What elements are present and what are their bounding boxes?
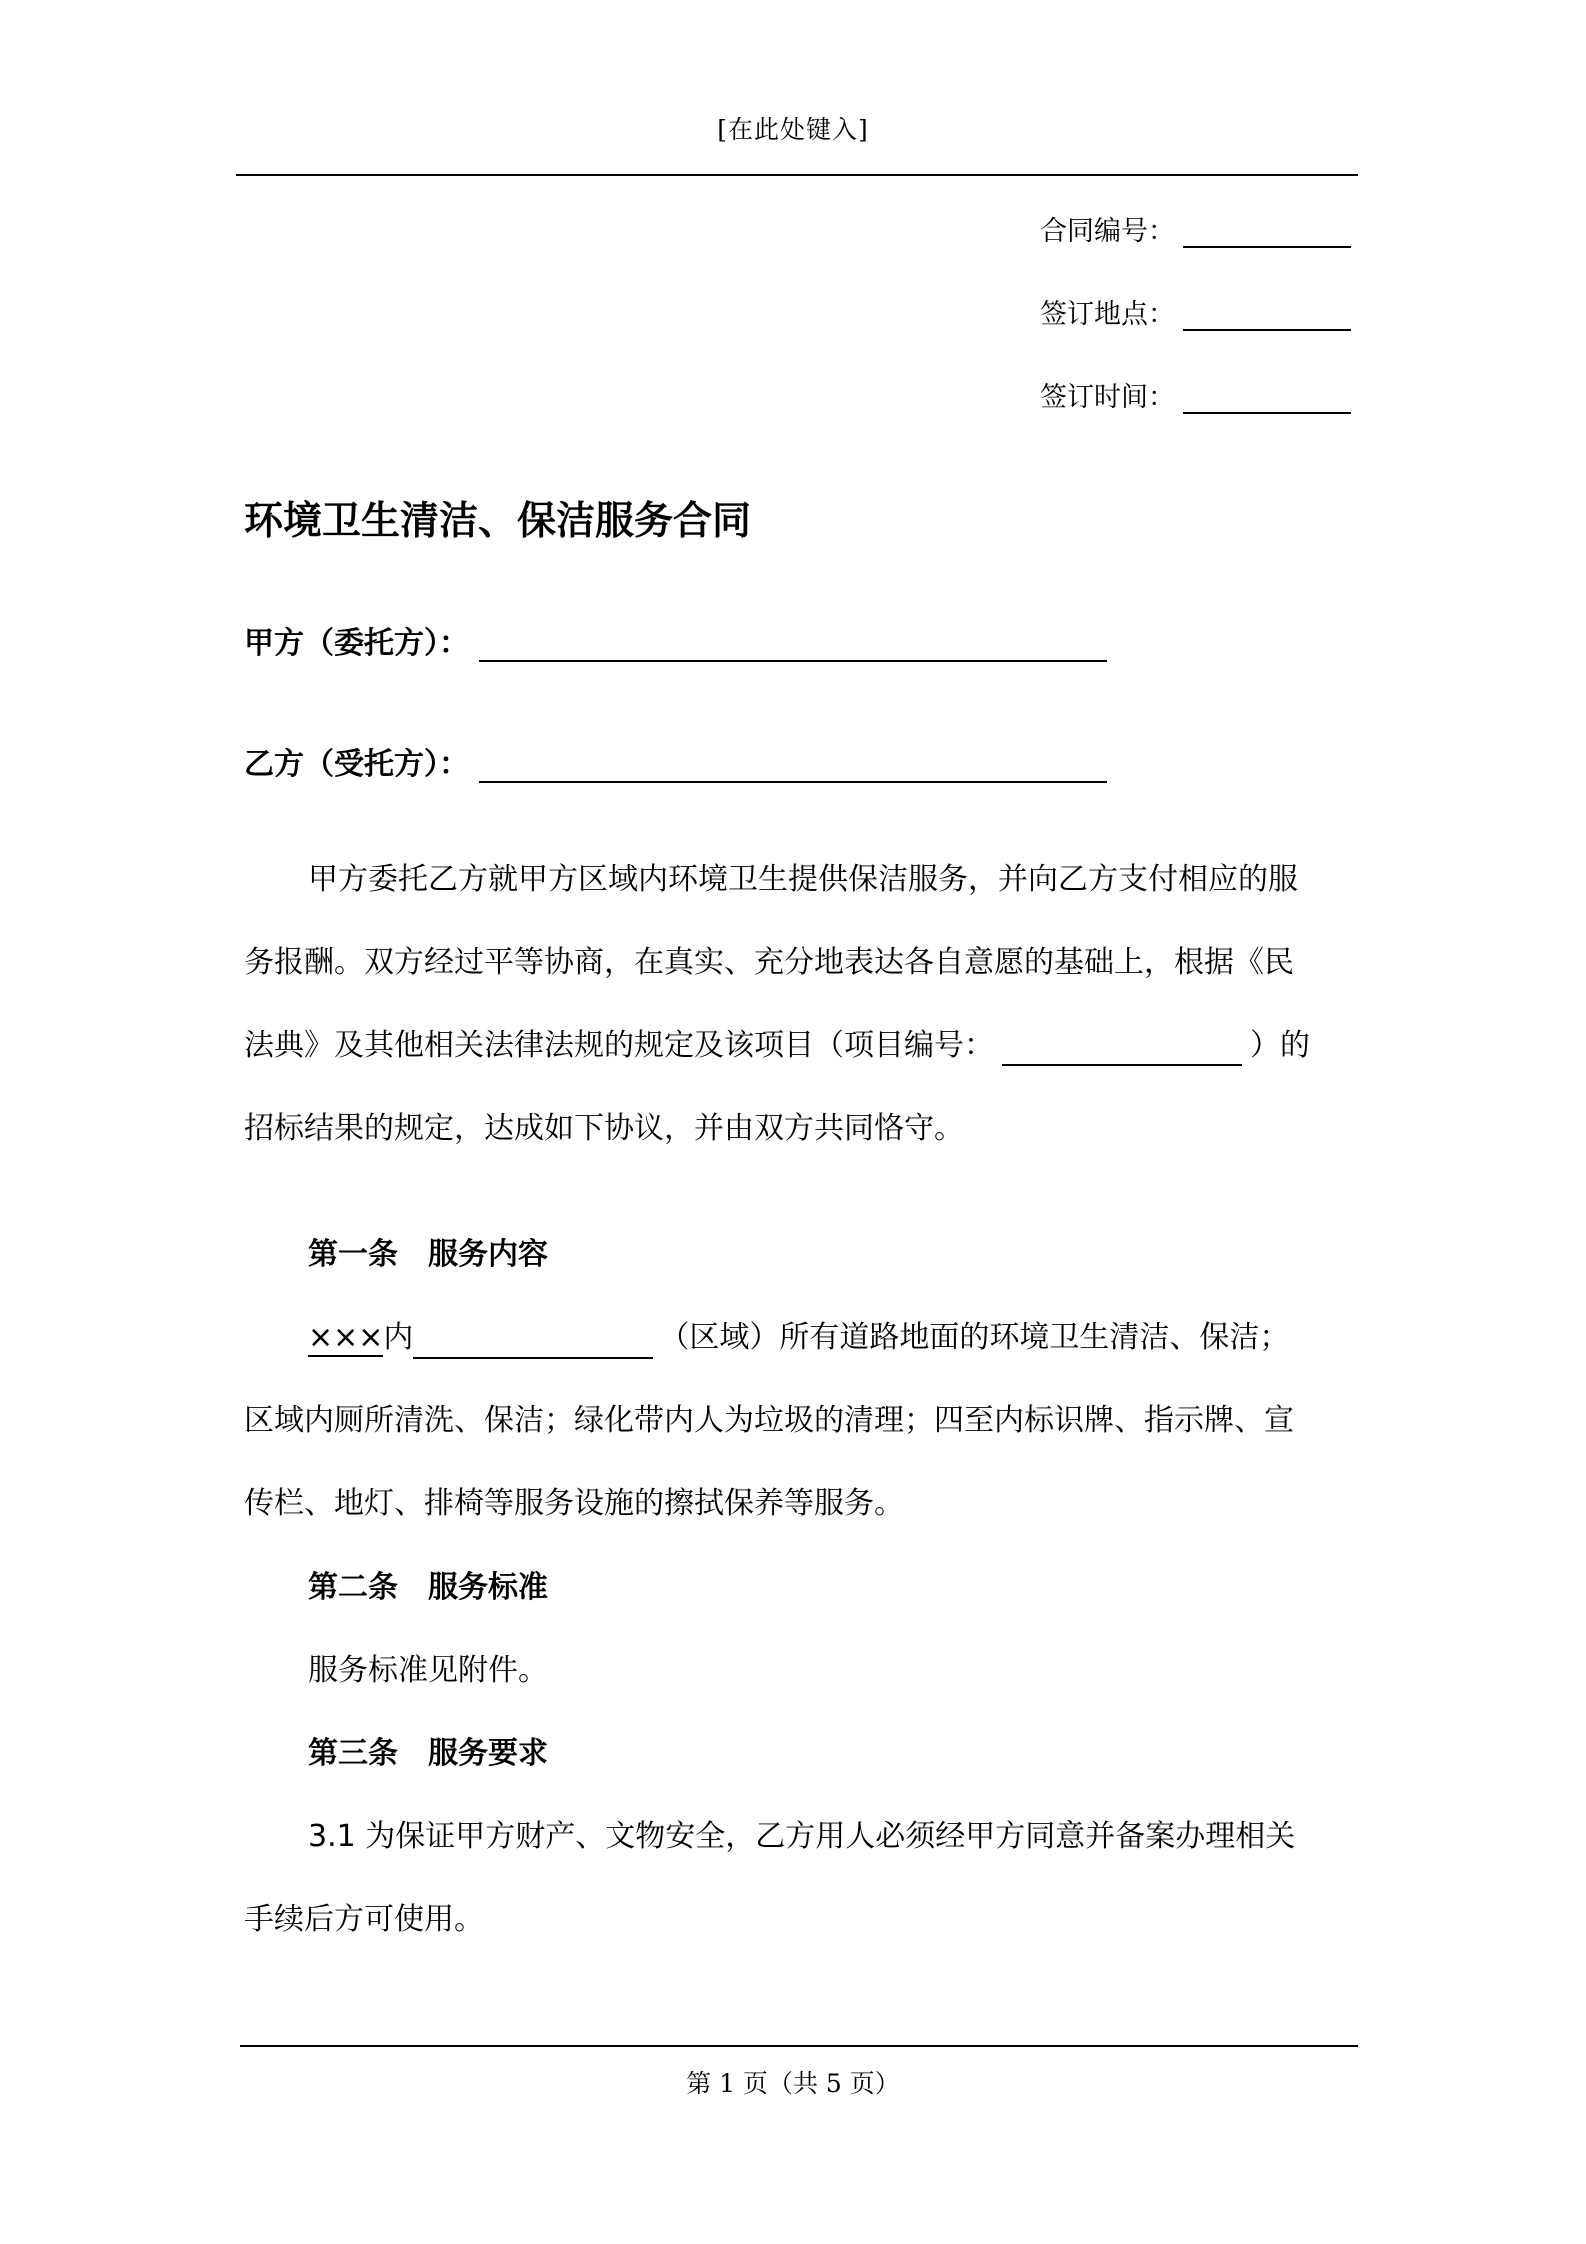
party-a-field <box>244 612 1107 662</box>
article-2-heading <box>308 1568 548 1608</box>
sign-time-blank[interactable] <box>1183 378 1351 414</box>
intro-line-3 <box>244 1026 1360 1066</box>
clause-3-1-line-2: 手续后方可使用。 <box>244 1902 484 1937</box>
intro-line-4: 招标结果的规定，达成如下协议，并由双方共同恪守。 <box>244 1111 964 1146</box>
document-title: 环境卫生清洁、保洁服务合同 <box>244 499 752 544</box>
party-b-field <box>244 733 1107 783</box>
article-1-line-2: 区域内厕所清洗、保洁；绿化带内人为垃圾的清理；四至内标识牌、指示牌、宣 <box>244 1403 1294 1438</box>
article-3-title: 服务要求 <box>428 1736 548 1771</box>
clause-3-1-line-1: 3.1 为保证甲方财产、文物安全，乙方用人必须经甲方同意并备案办理相关 <box>308 1819 1296 1854</box>
article-1-line-1 <box>308 1318 1424 1359</box>
sign-place-blank[interactable] <box>1183 295 1351 331</box>
article-1-heading <box>308 1235 548 1275</box>
article-1-line-3: 传栏、地灯、排椅等服务设施的擦拭保养等服务。 <box>244 1486 904 1521</box>
header-divider <box>236 174 1358 176</box>
article-3-heading <box>308 1734 548 1774</box>
area-blank[interactable] <box>413 1323 653 1359</box>
article-1-title: 服务内容 <box>428 1237 548 1272</box>
contract-no-label: 合同编号： <box>1040 216 1175 247</box>
article-3-number: 第三条 <box>308 1736 398 1771</box>
intro-line-3-end: ）的 <box>1250 1028 1310 1063</box>
sign-time-label: 签订时间： <box>1040 382 1175 413</box>
sign-place-label: 签订地点： <box>1040 299 1175 330</box>
contract-no-field <box>1040 208 1351 248</box>
sign-time-field <box>1040 374 1351 414</box>
party-a-blank[interactable] <box>479 616 1107 662</box>
page-header: [在此处键入] <box>717 115 869 144</box>
article-2-number: 第二条 <box>308 1570 398 1605</box>
article-2-body: 服务标准见附件。 <box>308 1653 548 1688</box>
intro-line-3-text: 法典》及其他相关法律法规的规定及该项目（项目编号： <box>244 1028 994 1063</box>
footer-divider <box>240 2045 1358 2047</box>
project-no-blank[interactable] <box>1002 1030 1242 1066</box>
article-2-title: 服务标准 <box>428 1570 548 1605</box>
article-1-line-1-text: （区域）所有道路地面的环境卫生清洁、保洁； <box>659 1320 1290 1355</box>
party-b-blank[interactable] <box>479 737 1107 783</box>
area-inside: 内 <box>383 1320 414 1355</box>
intro-line-1: 甲方委托乙方就甲方区域内环境卫生提供保洁服务，并向乙方支付相应的服 <box>308 862 1298 897</box>
contract-no-blank[interactable] <box>1183 212 1351 248</box>
sign-place-field <box>1040 291 1351 331</box>
area-prefix: ××× <box>308 1320 384 1355</box>
party-a-label: 甲方（委托方）： <box>244 626 469 661</box>
article-1-number: 第一条 <box>308 1237 398 1272</box>
page-number: 第 1 页（共 5 页） <box>686 2069 900 2098</box>
intro-line-2: 务报酬。双方经过平等协商，在真实、充分地表达各自意愿的基础上，根据《民 <box>244 945 1294 980</box>
party-b-label: 乙方（受托方）： <box>244 747 469 782</box>
